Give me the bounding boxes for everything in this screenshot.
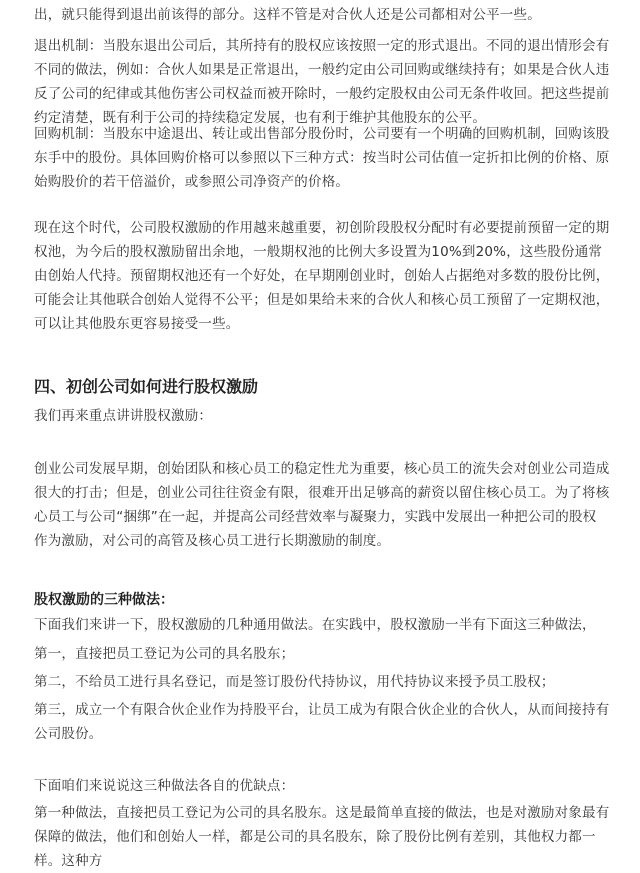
paragraph-methods-intro: 下面我们来讲一下，股权激励的几种通用做法。在实践中，股权激励一半有下面这三种做法， <box>34 617 596 633</box>
paragraph-exit-mechanism: 退出机制：当股东退出公司后，其所持有的股权应该按照一定的形式退出。不同的退出情形会有不同的做法，例如：合伙人如果是正常退出，一般约定由公司回购或继续持有；如果是合伙人违反了公司的纪律或其他伤害公司权益而被开除时，一般约定股权由公司无条件收回。把这些提前约定清楚，既有利于公司的持续稳定发展，也有利于维护其他股东的公平。 <box>34 38 610 126</box>
paragraph-fair-exit: 出，就只能得到退出前该得的部分。这样不管是对合伙人还是公司都相对公平一些。 <box>34 7 541 23</box>
paragraph-intro: 我们再来重点讲讲股权激励： <box>34 408 213 424</box>
subheading-three-methods: 股权激励的三种做法： <box>34 592 174 608</box>
list-item-method-1: 第一，直接把员工登记为公司的具名股东； <box>34 646 295 662</box>
paragraph-pros-cons: 下面咱们来说说这三种做法各自的优缺点： <box>34 778 295 794</box>
section-heading-equity-incentive: 四、初创公司如何进行股权激励 <box>34 377 259 396</box>
paragraph-method1-detail: 第一种做法，直接把员工登记为公司的具名股东。这是最简单直接的做法，也是对激励对象最有保障的做法，他们和创始人一样，都是公司的具名股东，除了股份比例有差别，其他权力都一样。这种方 <box>34 805 610 869</box>
paragraph-background: 创业公司发展早期，创始团队和核心员工的稳定性尤为重要，核心员工的流失会对创业公司造成很大的打击；但是，创业公司往往资金有限，很难开出足够高的薪资以留住核心员工。为了将核心员工与公司“捆绑”在一起，并提高公司经营效率与凝聚力，实践中发展出一种把公司的股权作为激励，对公司的高管及核心员工进行长期激励的制度。 <box>34 461 610 549</box>
list-item-method-3: 第三，成立一个有限合伙企业作为持股平台，让员工成为有限合伙企业的合伙人，从而间接持有公司股份。 <box>34 702 610 742</box>
paragraph-buyback-mechanism: 回购机制：当股东中途退出、转让或出售部分股份时，公司要有一个明确的回购机制，回购该股东手中的股份。具体回购价格可以参照以下三种方式：按当时公司估值一定折扣比例的价格、原始购股价的若干倍溢价，或参照公司净资产的价格。 <box>34 126 610 190</box>
list-item-method-2: 第二，不给员工进行具名登记，而是签订股份代持协议，用代持协议来授予员工股权； <box>34 674 555 690</box>
paragraph-option-pool: 现在这个时代，公司股权激励的作用越来越重要，初创阶段股权分配时有必要提前预留一定的期权池，为今后的股权激励留出余地，一般期权池的比例大多设置为10%到20%，这些股份通常由创始人代持。预留期权池还有一个好处，在早期刚创业时，创始人占据绝对多数的股份比例，可能会让其他联合创始人觉得不公平；但是如果给未来的合伙人和核心员工预留了一定期权池，可以让其他股东更容易接受一些。 <box>34 220 610 332</box>
